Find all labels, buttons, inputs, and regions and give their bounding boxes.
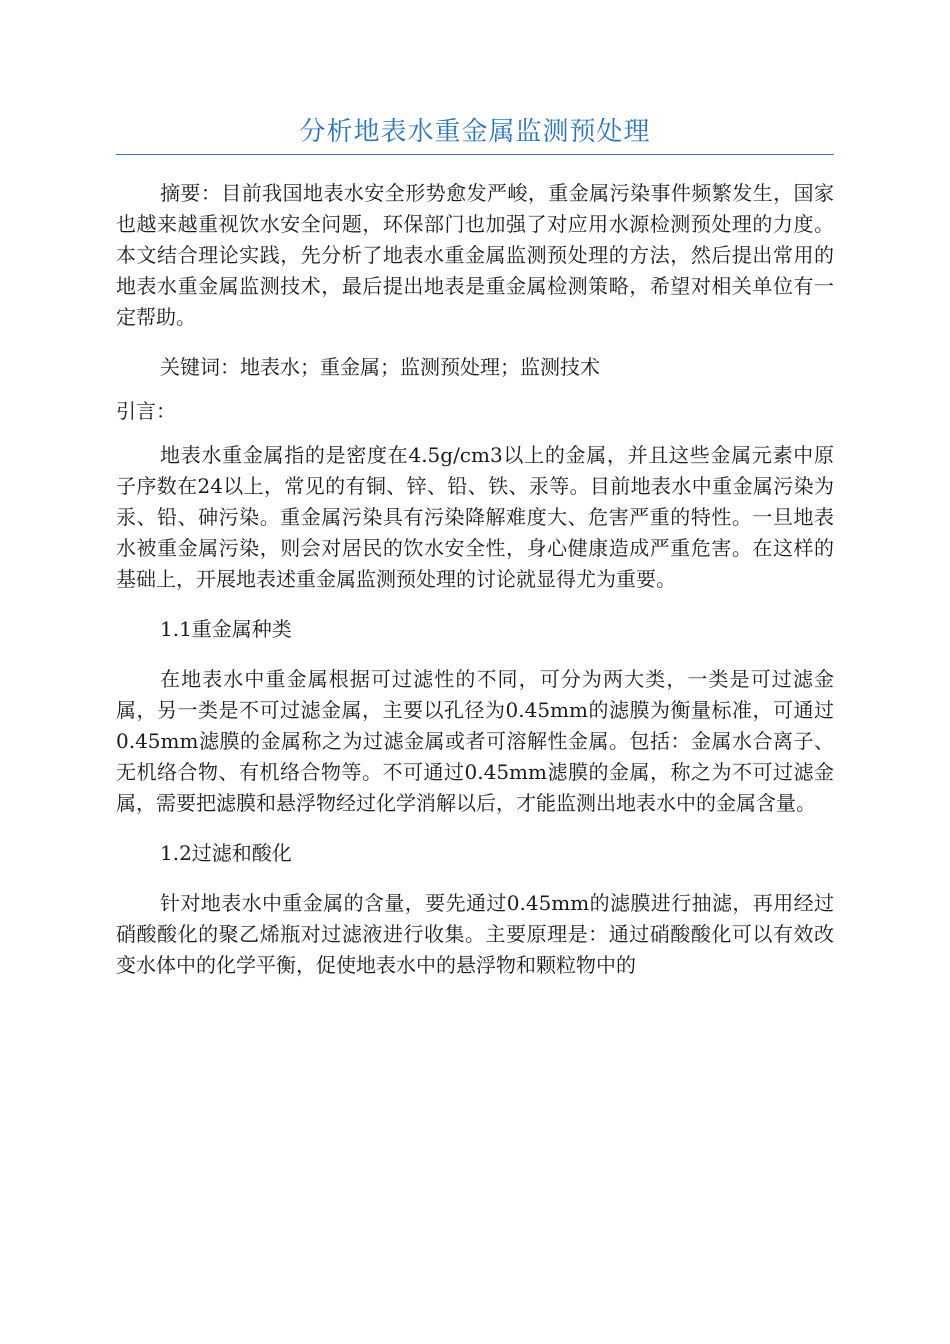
document-body — [116, 178, 834, 981]
intro-paragraph: 地表水重金属指的是密度在4.5g/cm3以上的金属，并且这些金属元素中原子序数在24以上，常见的有铜、锌、铅、铁、汞等。目前地表水中重金属污染为汞、铅、砷污染。重金属污染具有污染降解难度大、危害严重的特性。一旦地表水被重金属污染，则会对居民的饮水安全性，身心健康造成严重危害。在这样的基础上，开展地表述重金属监测预处理的讨论就显得尤为重要。 — [116, 443, 834, 591]
document-title: 分析地表水重金属监测预处理 — [299, 117, 651, 147]
section-1-1-paragraph: 在地表水中重金属根据可过滤性的不同，可分为两大类，一类是可过滤金属，另一类是不可过滤金属，主要以孔径为0.45mm的滤膜为衡量标准，可通过0.45mm滤膜的金属称之为过滤金属或者可溶解性金属。包括：金属水合离子、无机络合物、有机络合物等。不可通过0.45mm滤膜的金属，称之为不可过滤金属，需要把滤膜和悬浮物经过化学消解以后，才能监测出地表水中的金属含量。 — [116, 667, 834, 815]
abstract-paragraph: 摘要：目前我国地表水安全形势愈发严峻，重金属污染事件频繁发生，国家也越来越重视饮水安全问题，环保部门也加强了对应用水源检测预处理的力度。本文结合理论实践，先分析了地表水重金属监测预处理的方法，然后提出常用的地表水重金属监测技术，最后提出地表是重金属检测策略，希望对相关单位有一定帮助。 — [116, 181, 834, 329]
section-1-1-heading: 1.1重金属种类 — [160, 617, 292, 641]
title-underline — [116, 154, 834, 155]
section-1-2-paragraph: 针对地表水中重金属的含量，要先通过0.45mm的滤膜进行抽滤，再用经过硝酸酸化的聚乙烯瓶对过滤液进行收集。主要原理是：通过硝酸酸化可以有效改变水体中的化学平衡，促使地表水中的悬浮物和颗粒物中的 — [116, 891, 834, 977]
section-1-2-heading: 1.2过滤和酸化 — [160, 841, 292, 865]
intro-heading: 引言： — [116, 399, 176, 423]
keywords-paragraph: 关键词：地表水；重金属；监测预处理；监测技术 — [160, 355, 600, 379]
